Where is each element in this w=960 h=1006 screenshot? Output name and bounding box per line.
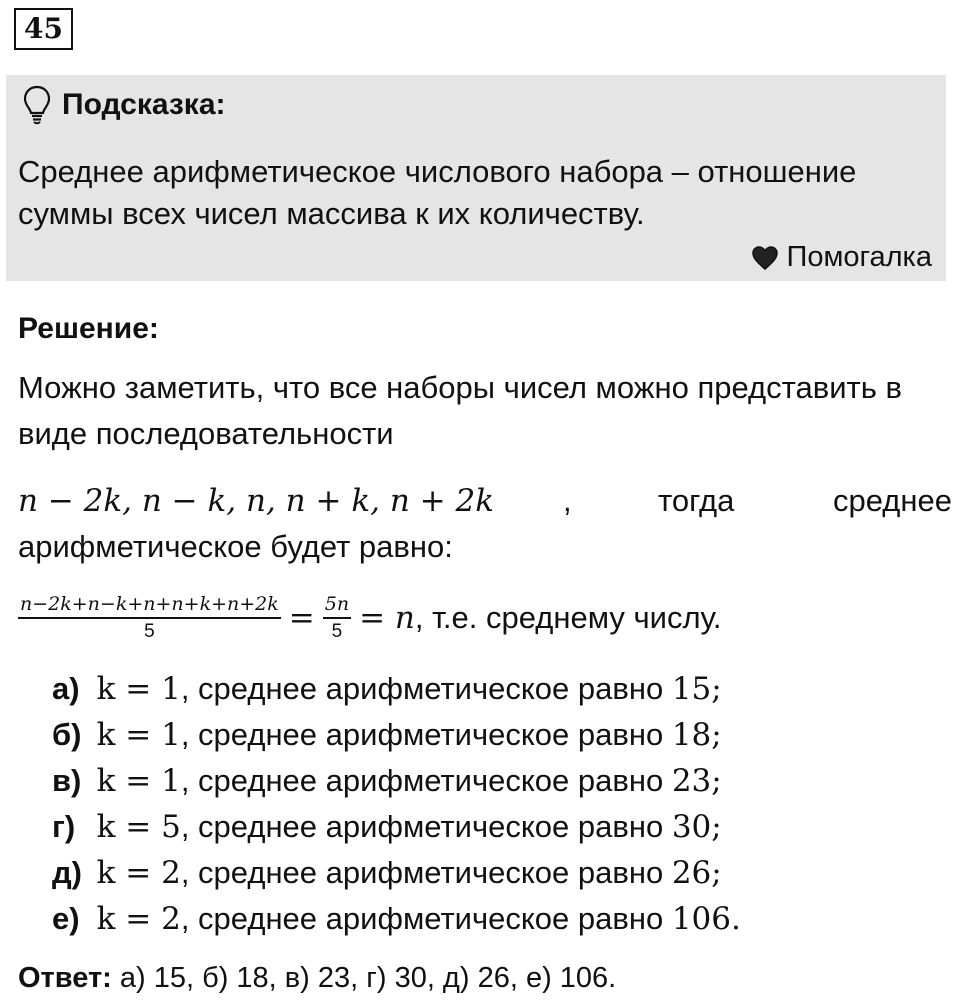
hint-header	[22, 85, 226, 125]
item-value: 23;	[671, 763, 722, 799]
item-k-expression: k = 2	[96, 855, 181, 891]
hint-text: Среднее арифметическое числового набора – отношение суммы всех чисел массива к их количеству.	[18, 154, 857, 231]
item-text: , среднее арифметическое равно	[180, 763, 672, 798]
list-item	[52, 712, 932, 758]
item-label: б)	[52, 717, 82, 752]
hint-title: Подсказка:	[62, 88, 226, 121]
then-word: тогда	[658, 483, 735, 518]
result-tail: , т.е. среднему числу.	[414, 600, 722, 635]
fraction-simplified	[323, 591, 351, 645]
item-text: , среднее арифметическое равно	[180, 671, 672, 706]
item-k-expression: k = 1	[96, 763, 181, 799]
list-item	[52, 896, 932, 942]
sequence-comma: ,	[563, 483, 572, 518]
item-text: , среднее арифметическое равно	[180, 855, 672, 890]
item-label: е)	[52, 901, 80, 936]
list-item	[52, 850, 932, 896]
item-k-expression: k = 5	[96, 809, 181, 845]
fraction-sum-denominator: 5	[144, 621, 155, 642]
task-number: 45	[14, 8, 73, 50]
solution-title: Решение:	[18, 312, 159, 345]
item-value: 30;	[671, 809, 722, 845]
mean-formula	[18, 583, 722, 653]
item-value: 18;	[671, 717, 722, 753]
item-value: 26;	[671, 855, 722, 891]
fraction-simplified-denominator: 5	[331, 621, 343, 642]
item-k-expression: k = 2	[96, 901, 181, 937]
final-answer	[18, 956, 616, 1000]
lightbulb-icon	[22, 85, 52, 125]
equals-sign: =	[288, 600, 315, 636]
item-text: , среднее арифметическое равно	[180, 717, 672, 752]
fraction-sum-numerator: n−2k+n−k+n+n+k+n+2k	[20, 593, 279, 615]
item-label: в)	[52, 763, 82, 798]
item-label: д)	[52, 855, 83, 890]
fraction-sum	[18, 591, 281, 645]
item-text: , среднее арифметическое равно	[180, 901, 672, 936]
answer-items	[52, 666, 932, 942]
list-item	[52, 804, 932, 850]
average-word: среднее	[833, 483, 952, 518]
answer-text: а) 15, б) 18, в) 23, г) 30, д) 26, е) 106.	[111, 962, 617, 994]
list-item	[52, 666, 932, 712]
hint-box	[6, 75, 946, 281]
item-k-expression: k = 1	[96, 671, 181, 707]
sequence-formula: n − 2k, n − k, n, n + k, n + 2k	[18, 483, 494, 519]
item-value: 15;	[671, 671, 722, 707]
brand-name: Помогалка	[786, 241, 932, 273]
solution-intro: Можно заметить, что все наборы чисел можно представить в виде последовательности	[18, 370, 902, 451]
item-k-expression: k = 1	[96, 717, 181, 753]
heart-icon	[751, 245, 779, 271]
result-expression: = n	[359, 600, 415, 636]
item-label: г)	[52, 809, 76, 844]
list-item	[52, 758, 932, 804]
solution-continuation: арифметическое будет равно:	[18, 529, 453, 564]
item-text: , среднее арифметическое равно	[180, 809, 672, 844]
answer-label: Ответ:	[18, 962, 112, 994]
brand-label	[751, 241, 932, 274]
sequence-row	[18, 478, 952, 524]
item-value: 106.	[671, 901, 741, 937]
fraction-simplified-numerator: 5n	[324, 593, 350, 615]
item-label: а)	[52, 671, 80, 706]
